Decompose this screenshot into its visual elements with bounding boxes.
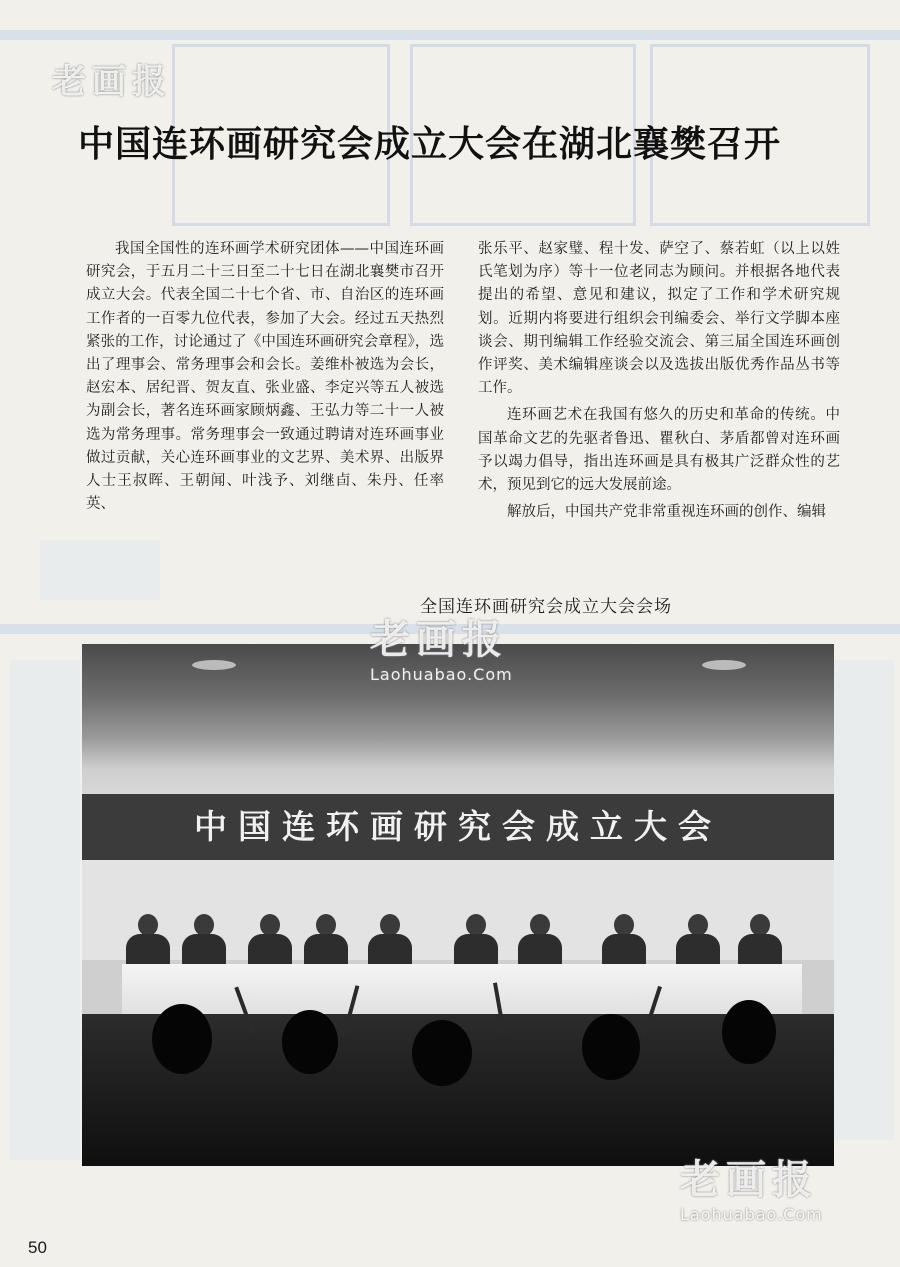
ceiling-light [192,660,236,670]
presidium-member [518,914,562,970]
paragraph: 张乐平、赵家璧、程十发、萨空了、蔡若虹（以上以姓氏笔划为序）等十一位老同志为顾问。并根据各地代表提出的希望、意见和建议，拟定了工作和学术研究规划。近期内将要进行组织会刊编委会、举行文学脚本座谈会、期刊编辑工作经验交流会、第三届全国连环画创作评奖、美术编辑座谈会以及选拔出版优秀作品丛书等工作。 [478,241,840,397]
paragraph: 我国全国性的连环画学术研究团体——中国连环画研究会，于五月二十三日至二十七日在湖北襄樊市召开成立大会。代表全国二十七个省、市、自治区的连环画工作者的一百零九位代表，参加了大会。经过五天热烈紧张的工作，讨论通过了《中国连环画研究会章程》，选出了理事会、常务理事会和会长。姜维朴被选为会长，赵宏本、居纪晋、贺友直、张业盛、李定兴等五人被选为副会长，著名连环画家顾炳鑫、王弘力等二十一人被选为常务理事。常务理事会一致通过聘请对连环画事业做过贡献，关心连环画事业的文艺界、美术界、出版界人士王叔晖、王朝闻、叶浅予、刘继卣、朱丹、任率英、 [86,241,444,513]
stage-banner: 中国连环画研究会成立大会 [82,794,834,860]
background-band [0,30,900,40]
watermark-url: Laohuabao.Com [680,1205,823,1224]
ceiling-light [702,660,746,670]
article-column-right [478,238,840,524]
watermark [370,608,513,684]
presidium-member [454,914,498,970]
background-panel [834,660,894,1140]
presidium-member [304,914,348,970]
photo-caption: 全国连环画研究会成立大会会场 [420,597,672,617]
presidium-member [368,914,412,970]
presidium-member [676,914,720,970]
watermark-logo: 老画报 [52,62,172,102]
presidium-member [126,914,170,970]
article-column-left [86,238,444,516]
paragraph: 连环画艺术在我国有悠久的历史和革命的传统。中国革命文艺的先驱者鲁迅、瞿秋白、茅盾都曾对连环画予以竭力倡导，指出连环画是具有极其广泛群众性的艺术，预见到它的远大发展前途。 [478,407,840,494]
watermark-logo: 老画报 [370,617,508,663]
background-panel [10,660,80,1160]
presidium-member [182,914,226,970]
watermark-url: Laohuabao.Com [370,665,513,684]
watermark-logo: 老画报 [680,1157,818,1203]
watermark [680,1148,823,1224]
page-number: 50 [28,1238,47,1257]
audience [82,1014,834,1166]
paragraph: 解放后，中国共产党非常重视连环画的创作、编辑 [507,504,826,521]
presidium-member [602,914,646,970]
watermark [52,54,172,103]
presidium-member [248,914,292,970]
presidium-member [738,914,782,970]
conference-photo [82,644,834,1166]
article-title: 中国连环画研究会成立大会在湖北襄樊召开 [78,123,782,166]
background-panel [40,540,160,600]
